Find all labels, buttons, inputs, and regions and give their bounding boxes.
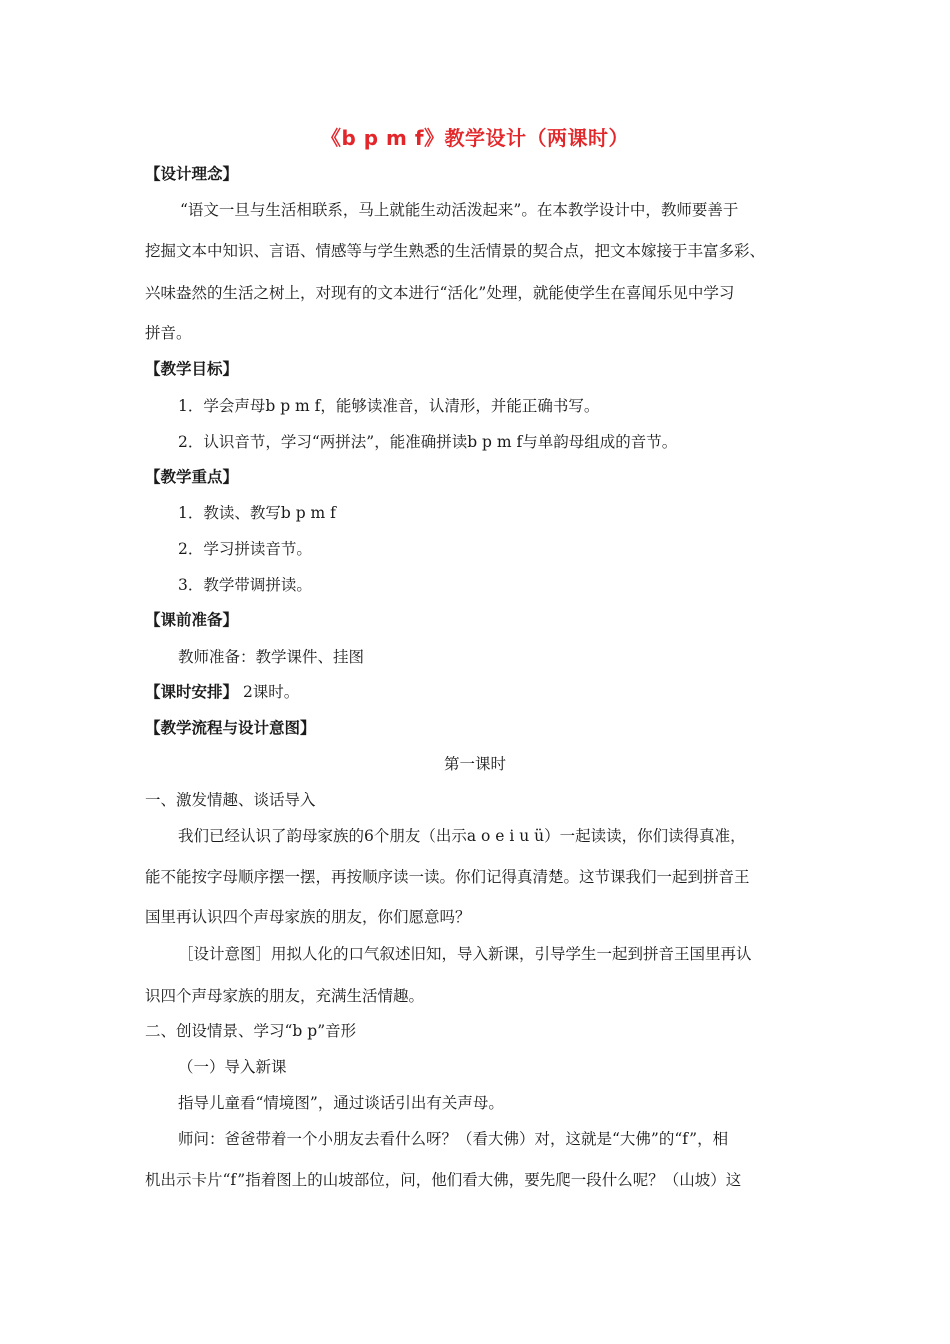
focus-heading: 【教学重点】 [145,468,239,486]
part1-line: 识四个声母家族的朋友，充满生活情趣。 [145,987,425,1005]
part1-line: 我们已经认识了韵母家族的6个朋友（出示a o e i u ü）一起读读，你们读得真准， [178,827,746,845]
focus-item: 3．教学带调拼读。 [178,576,312,594]
part1-line: 能不能按字母顺序摆一摆，再按顺序读一读。你们记得真清楚。这节课我们一起到拼音王 [145,868,750,886]
concept-line: 挖掘文本中知识、言语、情感等与学生熟悉的生活情景的契合点，把文本嫁接于丰富多彩、 [145,242,766,260]
schedule-row [145,682,299,702]
schedule-text: 2课时。 [238,683,300,701]
page-title: 《b p m f》教学设计（两课时） [320,126,630,150]
goal-item: 2．认识音节，学习“两拼法”，能准确拼读b p m f与单韵母组成的音节。 [178,433,678,451]
part2-heading: 二、创设情景、学习“b p”音形 [145,1022,357,1040]
part1-line: ［设计意图］用拟人化的口气叙述旧知，导入新课，引导学生一起到拼音王国里再认 [178,945,752,963]
part2-line: 指导儿童看“情境图”，通过谈话引出有关声母。 [178,1094,504,1112]
part2-line: 师问：爸爸带着一个小朋友去看什么呀？（看大佛）对，这就是“大佛”的“f”，相 [178,1130,729,1148]
focus-item: 1．教读、教写b p m f [178,504,336,522]
part2-line: 机出示卡片“f”指着图上的山坡部位，问，他们看大佛，要先爬一段什么呢？（山坡）这 [145,1171,742,1189]
part2-subheading: （一）导入新课 [178,1058,287,1076]
concept-line: 拼音。 [145,324,192,342]
part1-line: 国里再认识四个声母家族的朋友，你们愿意吗？ [145,908,471,926]
focus-item: 2．学习拼读音节。 [178,540,312,558]
goals-heading: 【教学目标】 [145,360,239,378]
goal-item: 1．学会声母b p m f，能够读准音，认清形，并能正确书写。 [178,397,600,415]
concept-line: “语文一旦与生活相联系，马上就能生动活泼起来”。在本教学设计中，教师要善于 [180,201,739,219]
schedule-heading: 【课时安排】 [145,683,239,701]
prep-text: 教师准备：教学课件、挂图 [178,648,365,666]
concept-heading: 【设计理念】 [145,165,239,183]
flow-heading: 【教学流程与设计意图】 [145,719,316,737]
part1-heading: 一、激发情趣、谈话导入 [145,791,316,809]
concept-line: 兴味盎然的生活之树上，对现有的文本进行“活化”处理，就能使学生在喜闻乐见中学习 [145,284,735,302]
prep-heading: 【课前准备】 [145,611,239,629]
lesson-title: 第一课时 [443,755,506,773]
